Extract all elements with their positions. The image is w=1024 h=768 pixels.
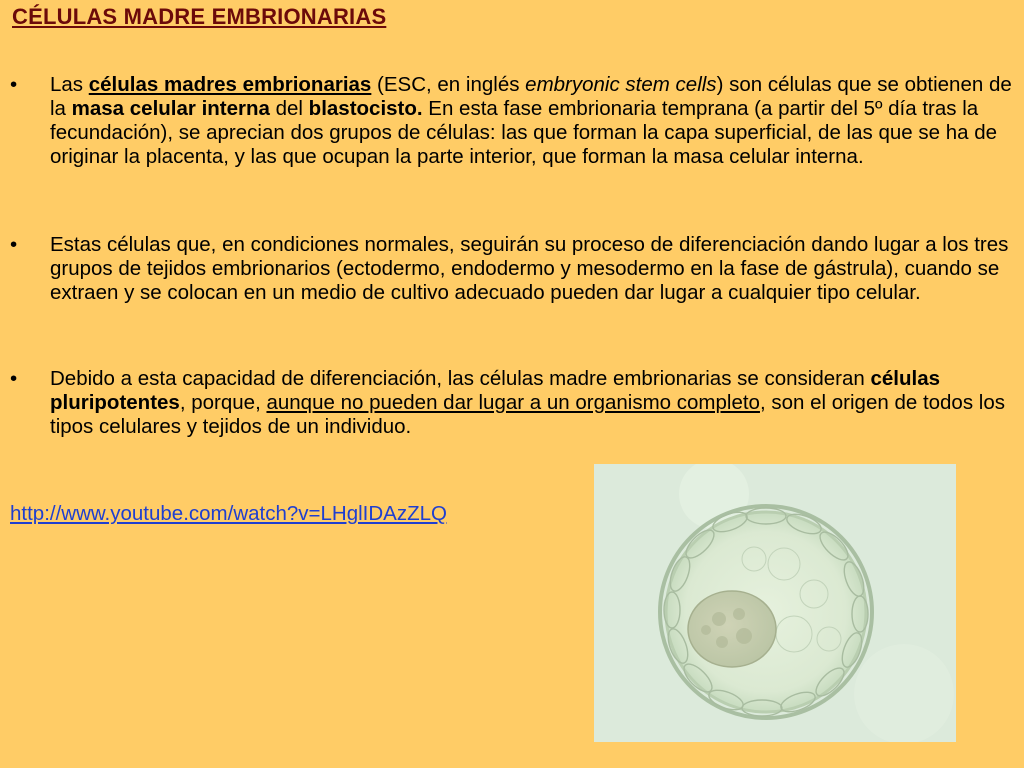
bullet-marker: •	[10, 367, 18, 390]
text-run: Las	[50, 73, 89, 96]
text-run: Estas células que, en condiciones normales, seguirán su proceso de diferenciación dando lugar a los tres grupos de tejidos embrionarios (ectodermo, endodermo y mesodermo en la fase de gástrula), cuando se extraen y se colocan en un medio de cultivo adecuado pueden dar lugar a cualquier tipo celular.	[50, 233, 1009, 304]
text-run: Debido a esta capacidad de diferenciación, las células madre embrionarias se consideran	[50, 367, 871, 390]
text-run: células pluripotentes	[50, 367, 941, 414]
blastocyst-micrograph	[594, 464, 956, 742]
text-run: del	[269, 97, 309, 120]
text-run: , son el origen de todos los tipos celulares y tejidos de un individuo.	[50, 391, 1005, 438]
slide-title: CÉLULAS MADRE EMBRIONARIAS	[12, 4, 387, 29]
text-run: (ESC, en inglés	[371, 73, 526, 96]
bullet-text	[50, 233, 1015, 305]
text-run: células madres embrionarias	[88, 73, 372, 96]
text-run: ) son células que se obtienen de la	[50, 73, 1012, 120]
text-run: blastocisto.	[308, 97, 423, 120]
blastocyst-image	[594, 464, 956, 742]
text-run: embryonic stem cells	[525, 73, 717, 96]
text-run: , porque,	[179, 391, 267, 414]
bullet-text	[50, 367, 1015, 439]
text-run: aunque no pueden dar lugar a un organismo completo	[266, 391, 760, 414]
bullet-text	[50, 73, 1015, 169]
youtube-link[interactable]: http://www.youtube.com/watch?v=LHglIDAzZLQ	[10, 502, 447, 525]
bullet-marker: •	[10, 233, 18, 256]
text-run: En esta fase embrionaria temprana (a partir del 5º día tras la fecundación), se aprecian dos grupos de células: las que forman la capa superficial, de las que se ha de originar la placenta, y las que ocupan la parte interior, que forman la masa celular interna.	[50, 97, 998, 168]
text-run: masa celular interna	[71, 97, 270, 120]
bullet-marker: •	[10, 73, 18, 96]
